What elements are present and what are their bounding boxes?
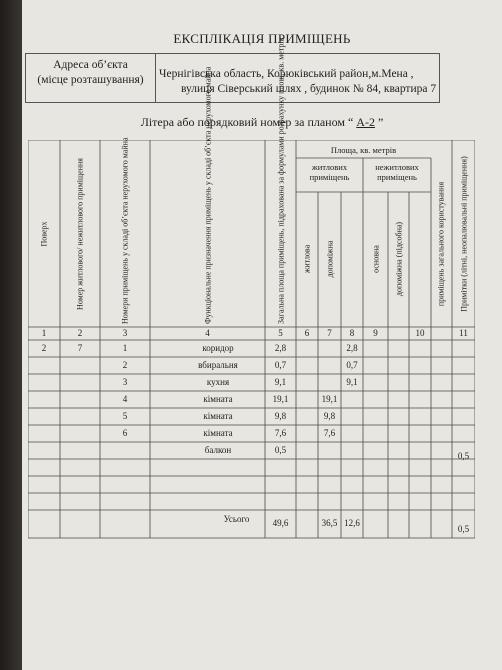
header-premises-number: Номер житлового/ нежитлового приміщення	[75, 158, 85, 310]
header-nonres-main: основна	[371, 245, 381, 273]
total-area-cell: 0,7	[274, 360, 287, 370]
floor-cell: 2	[41, 343, 47, 353]
header-floor: Поверх	[39, 221, 49, 247]
main-area-cell: 7,6	[323, 428, 336, 438]
main-area-sum: 36,5	[321, 518, 338, 528]
aux-area-cell: 0,7	[346, 360, 358, 370]
total-area-cell: 19,1	[272, 394, 289, 404]
header-area-group: Площа, кв. метрів	[330, 145, 397, 155]
page-shadow	[0, 0, 22, 670]
address-value-line1: Чернігівська область, Корюківський район,м.Мена ,	[159, 68, 414, 80]
address-divider	[155, 54, 156, 102]
aux-area-cell: 9,1	[346, 377, 358, 387]
address-label-line2: (місце розташування)	[37, 74, 144, 86]
purpose-cell: вбиральня	[198, 360, 238, 370]
header-common-use: приміщень загального користування	[436, 181, 446, 307]
room-number-cell: 5	[122, 411, 128, 421]
total-area-cell: 0,5	[274, 445, 287, 455]
premises-cell: 7	[77, 343, 83, 353]
room-number-cell: 3	[122, 377, 128, 387]
header-room-number: Номери приміщень у складі об’єкта нерухомого майна	[120, 137, 130, 324]
address-value-line2: вулиця Сіверський шлях , будинок № 84, квартира 7	[181, 83, 437, 95]
document-sheet	[22, 0, 502, 670]
purpose-cell: кімната	[203, 428, 233, 438]
main-area-cell: 19,1	[321, 394, 338, 404]
purpose-cell: балкон	[204, 445, 232, 455]
room-number-cell: 6	[122, 428, 128, 438]
total-area-cell: 9,1	[274, 377, 287, 387]
purpose-cell: коридор	[202, 343, 234, 353]
header-purpose: Функціональне призначення приміщень у складі об’єкта нерухомого майна	[203, 66, 213, 324]
notes-sum: 0,5	[457, 524, 470, 534]
main-area-cell: 9,8	[323, 411, 336, 421]
col-number: 5	[278, 328, 283, 338]
purpose-cell: кухня	[206, 377, 230, 387]
address-label-line1: Адреса об’єкта	[53, 59, 128, 71]
room-number-cell: 1	[122, 343, 128, 353]
document-title: ЕКСПЛІКАЦІЯ ПРИМІЩЕНЬ	[173, 31, 351, 46]
plan-letter-line: Літера або порядковий номер за планом “ А-2 ”	[140, 115, 384, 129]
total-label: Усього	[223, 514, 250, 524]
room-number-cell: 4	[122, 394, 128, 404]
col-number: 6	[304, 328, 310, 338]
col-number: 11	[459, 328, 468, 338]
aux-area-sum: 12,6	[344, 518, 360, 528]
col-number: 8	[349, 328, 355, 338]
total-area-cell: 7,6	[274, 428, 287, 438]
header-residential: житлових приміщень	[309, 162, 350, 182]
notes-cell: 0,5	[457, 451, 470, 461]
col-number: 7	[327, 328, 332, 338]
header-residential-aux: допоміжна	[325, 240, 335, 278]
room-number-cell: 2	[122, 360, 128, 370]
header-nonres-aux: допоміжна (підсобна)	[394, 221, 404, 297]
col-number: 3	[122, 328, 128, 338]
total-area-sum: 49,6	[272, 518, 289, 528]
header-notes: Примітки (літні, неопалювальні приміщення)	[459, 156, 469, 312]
col-number: 10	[415, 328, 425, 338]
purpose-cell: кімната	[203, 411, 233, 421]
col-number: 2	[77, 328, 83, 338]
plan-letter-label: Літера або порядковий номер за планом	[140, 115, 345, 129]
header-residential-main: житлова	[302, 244, 312, 274]
header-non-residential: нежитлових приміщень	[375, 162, 419, 182]
purpose-cell: кімната	[203, 394, 233, 404]
aux-area-cell: 2,8	[346, 343, 358, 353]
total-area-cell: 2,8	[274, 343, 287, 353]
col-number: 1	[41, 328, 47, 338]
col-number: 4	[205, 328, 210, 338]
address-box	[25, 53, 440, 103]
total-area-cell: 9,8	[274, 411, 287, 421]
col-number: 9	[373, 328, 378, 338]
header-total-area: Загальна площа приміщень, підрахована за формулами розрахунку площ, кв. метрів	[276, 37, 286, 324]
plan-letter-value: А-2	[356, 115, 375, 129]
